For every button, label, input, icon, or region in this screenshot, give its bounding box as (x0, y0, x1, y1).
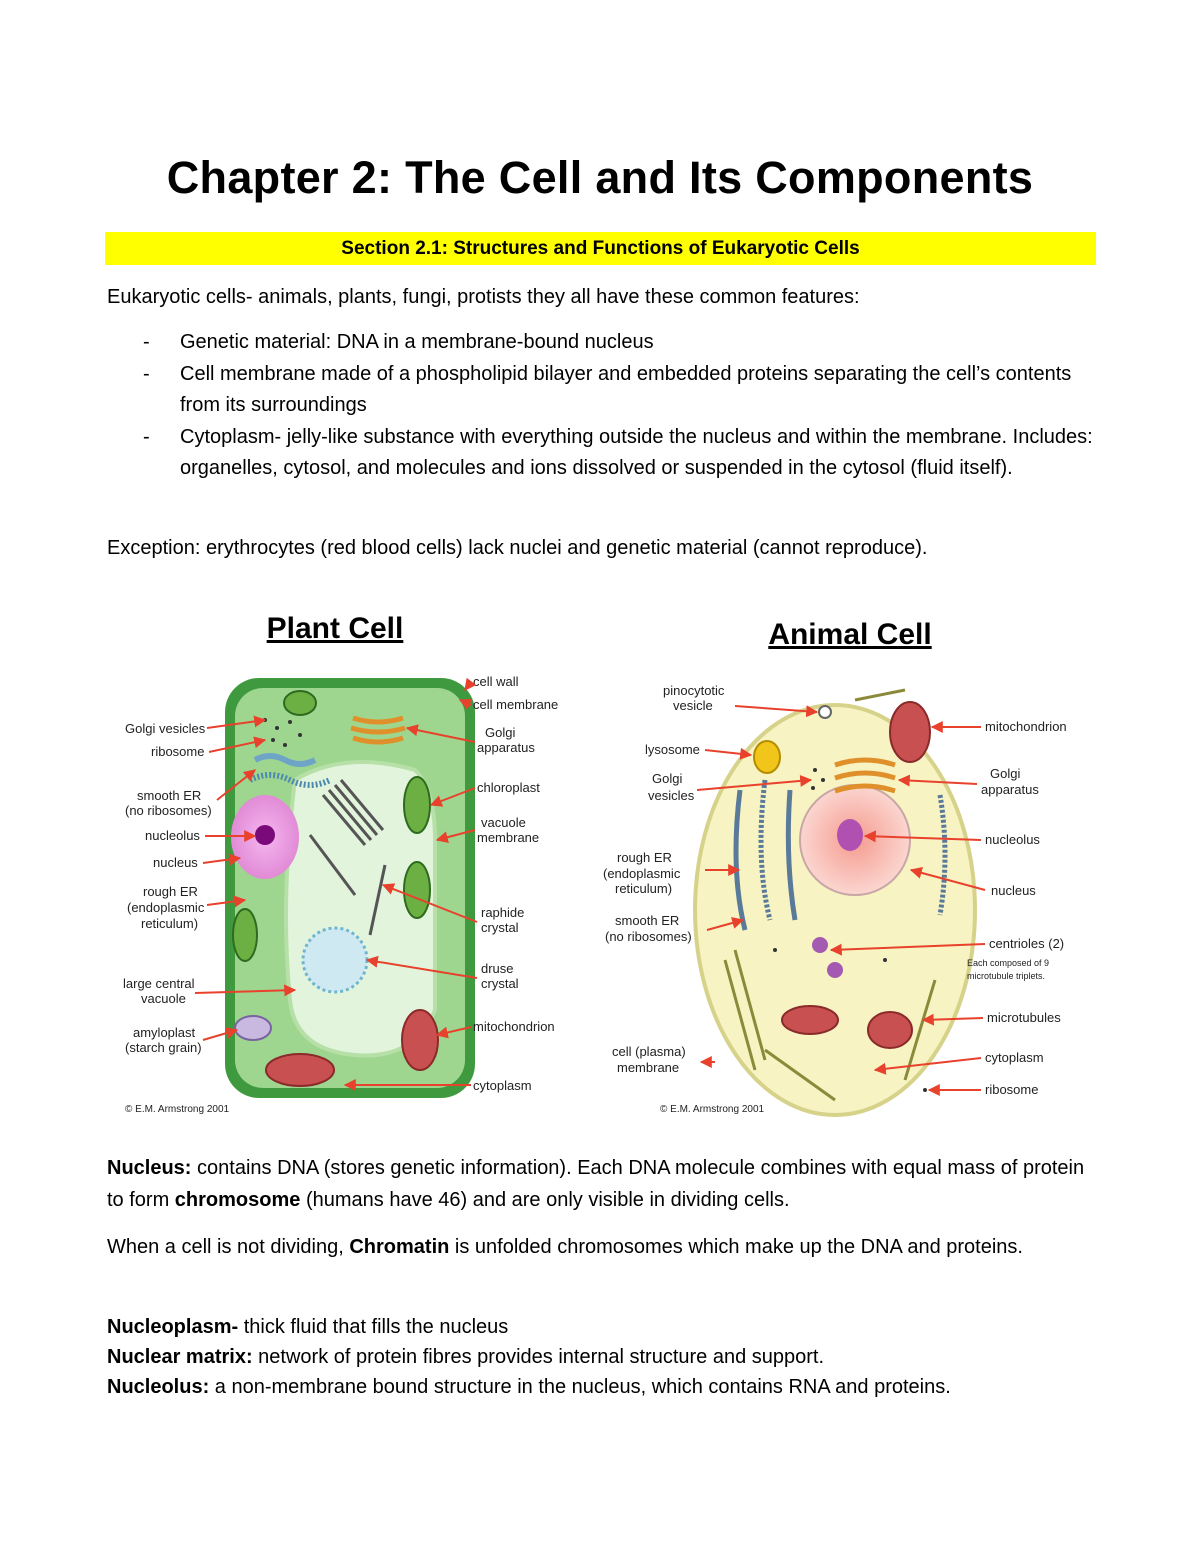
definition-item: Nucleolus: a non-membrane bound structure in the nucleus, which contains RNA and proteins. (107, 1376, 951, 1398)
cell-diagram (115, 600, 1075, 1125)
label-ribosome: ribosome (151, 744, 205, 759)
bullet-marker: - (143, 331, 150, 353)
plant-copyright: © E.M. Armstrong 2001 (125, 1104, 230, 1115)
definition-item: Nuclear matrix: network of protein fibres provides internal structure and support. (107, 1346, 825, 1368)
label-druse: druse (481, 961, 514, 976)
label-vesicle: vesicle (673, 698, 713, 713)
label-cytoplasm: cytoplasm (473, 1078, 532, 1093)
label-mitochondrion: mitochondrion (985, 719, 1067, 734)
label-raphide: raphide (481, 905, 525, 920)
animal-cell-title: Animal Cell (768, 618, 932, 651)
label-membrane: membrane (477, 830, 540, 845)
animal-mitochondrion (782, 1006, 838, 1034)
bullet-marker: - (143, 362, 150, 385)
plant-cell-diagram (123, 612, 558, 1115)
label-starch-grain: (starch grain) (125, 1040, 202, 1055)
label-golgi: Golgi (990, 766, 1021, 781)
label-large-central-vacuole: large central (123, 976, 195, 991)
label-membrane: membrane (617, 1060, 680, 1075)
list-item: - Genetic material: DNA in a membrane-bound nucleus (107, 327, 1097, 359)
animal-mitochondrion (890, 702, 930, 762)
definitions-list (107, 1312, 1097, 1402)
label-centrioles: centrioles (2) (989, 936, 1065, 951)
label-cell-wall: cell wall (473, 674, 519, 689)
nucleus-paragraph: Nucleus: contains DNA (stores genetic information). Each DNA molecule combines with equal mass of protein to form chromosome (humans have 46) and are only visible in dividing cells. (107, 1157, 1085, 1211)
label-mitochondrion: mitochondrion (473, 1019, 555, 1034)
label-nucleus: nucleus (153, 855, 198, 870)
label-rough-er-sub1: (endoplasmic (603, 866, 681, 881)
label-vacuole: vacuole (141, 991, 186, 1006)
label-centrioles-note2: microtubule triplets. (967, 971, 1046, 981)
pinocytotic-vesicle (819, 706, 831, 718)
centriole (812, 937, 828, 953)
druse-crystal (303, 928, 367, 992)
label-nucleolus: nucleolus (145, 828, 200, 843)
label-golgi-apparatus: apparatus (477, 740, 535, 755)
animal-mitochondrion (868, 1012, 912, 1048)
label-cytoplasm: cytoplasm (985, 1050, 1044, 1065)
list-item: - Cytoplasm- jelly-like substance with everything outside the nucleus and within the membrane. Includes: organelles, cytosol, and molecules and ions dissolved or suspended in the cytosol (fluid itself). (107, 422, 1097, 485)
plant-nucleolus (255, 825, 275, 845)
label-cell-membrane: cell membrane (473, 697, 559, 712)
label-rough-er: rough ER (143, 884, 198, 899)
amyloplast (235, 1016, 271, 1040)
label-golgi: Golgi (485, 725, 516, 740)
label-cell-plasma: cell (plasma) (612, 1044, 686, 1059)
label-nucleus: nucleus (991, 883, 1036, 898)
exception-paragraph: Exception: erythrocytes (red blood cells) lack nuclei and genetic material (cannot reproduce). (107, 537, 928, 559)
page-title: Chapter 2: The Cell and Its Components (166, 152, 1034, 203)
label-vacuole-membrane: vacuole (481, 815, 526, 830)
label-nucleolus: nucleolus (985, 832, 1040, 847)
feature-list (107, 327, 1097, 485)
label-rough-er-sub2: reticulum) (141, 916, 199, 931)
label-smooth-er: smooth ER (137, 788, 202, 803)
section-heading: Section 2.1: Structures and Functions of Eukaryotic Cells (105, 232, 1096, 265)
list-item: - Cell membrane made of a phospholipid bilayer and embedded proteins separating the cell’s contents from its surroundings (107, 359, 1097, 422)
label-lysosome: lysosome (645, 742, 700, 757)
label-raphide-crystal: crystal (481, 920, 519, 935)
label-amyloplast: amyloplast (133, 1025, 196, 1040)
label-smooth-er: smooth ER (615, 913, 680, 928)
centriole (827, 962, 843, 978)
label-golgi-vesicles: vesicles (648, 788, 695, 803)
label-rough-er-sub2: reticulum) (615, 881, 673, 896)
chloroplast (233, 909, 257, 961)
label-rough-er: rough ER (617, 850, 672, 865)
label-golgi-vesicles: Golgi vesicles (125, 721, 206, 736)
chloroplast (284, 691, 316, 715)
animal-cell-diagram (603, 618, 1067, 1115)
animal-nucleolus (837, 819, 863, 851)
label-golgi-apparatus: apparatus (981, 782, 1039, 797)
intro-paragraph: Eukaryotic cells- animals, plants, fungi, protists they all have these common features: (107, 286, 860, 308)
label-chloroplast: chloroplast (477, 780, 540, 795)
label-microtubules: microtubules (987, 1010, 1061, 1025)
label-druse-crystal: crystal (481, 976, 519, 991)
animal-cytoplasm (695, 705, 975, 1115)
chloroplast (404, 862, 430, 918)
chromatin-paragraph: When a cell is not dividing, Chromatin is unfolded chromosomes which make up the DNA and proteins. (107, 1236, 1023, 1258)
bullet-marker: - (143, 425, 150, 448)
plant-mitochondrion (402, 1010, 438, 1070)
label-golgi: Golgi (652, 771, 683, 786)
plant-mitochondrion (266, 1054, 334, 1086)
animal-copyright: © E.M. Armstrong 2001 (660, 1104, 765, 1115)
chloroplast (404, 777, 430, 833)
label-rough-er-sub1: (endoplasmic (127, 900, 205, 915)
label-smooth-er-sub: (no ribosomes) (125, 803, 212, 818)
label-ribosome: ribosome (985, 1082, 1039, 1097)
plant-cell-title: Plant Cell (266, 612, 404, 645)
definition-item: Nucleoplasm- thick fluid that fills the nucleus (107, 1316, 509, 1338)
label-pinocytotic: pinocytotic (663, 683, 725, 698)
label-smooth-er-sub: (no ribosomes) (605, 929, 692, 944)
lysosome (754, 741, 780, 773)
label-centrioles-note1: Each composed of 9 (967, 958, 1050, 968)
